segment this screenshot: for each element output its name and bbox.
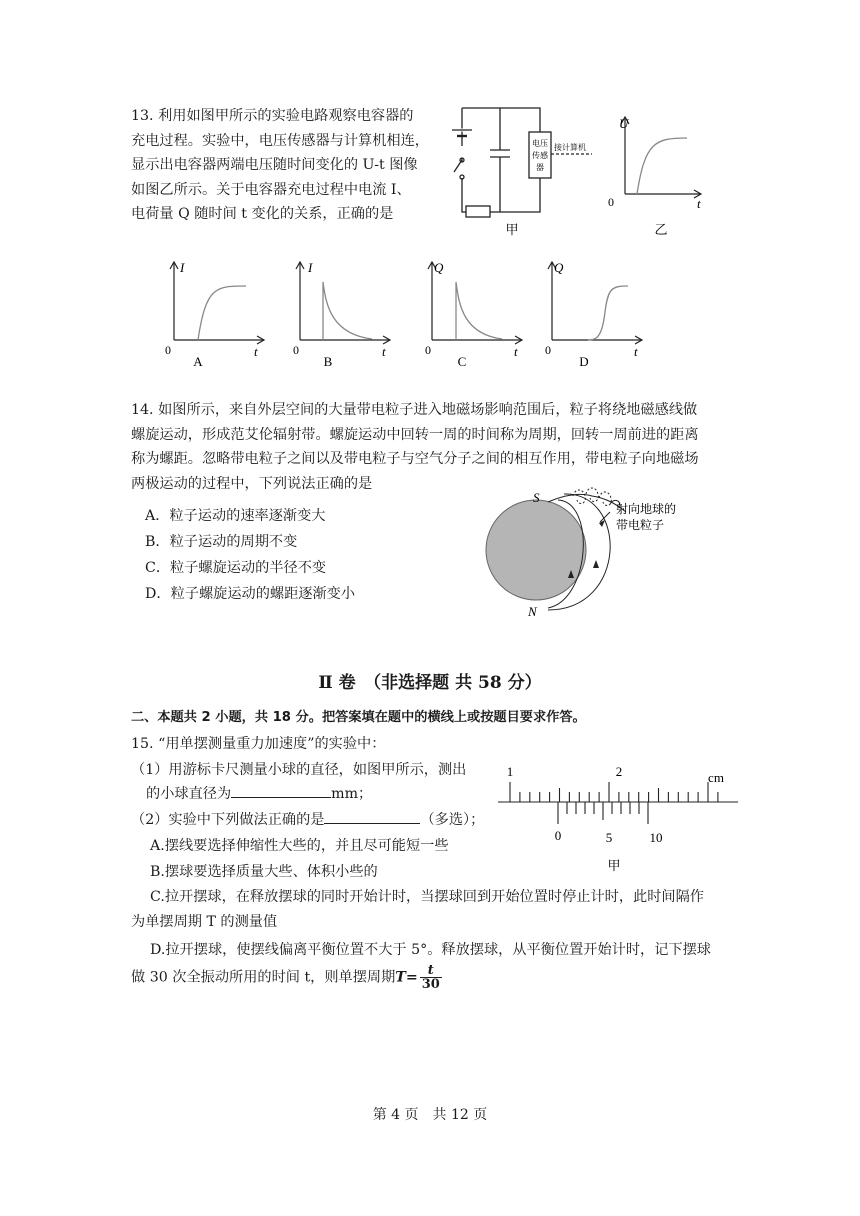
opt-d-letter: D [579, 354, 589, 369]
sensor-label-2: 传感 [532, 151, 548, 160]
formula-denominator: 30 [421, 977, 440, 992]
particle-label-2: 带电粒子 [616, 518, 665, 532]
vernier-caliper-figure [498, 758, 742, 880]
computer-label: 接计算机 [554, 143, 586, 152]
section-2-title: Ⅱ 卷 （非选择题 共 58 分） [318, 673, 542, 693]
opt-c-ylabel: Q [434, 260, 444, 275]
q15-part2-suffix: （多选）； [420, 812, 485, 828]
option-graph-c [422, 256, 532, 372]
q15-title: 15. “用单摆测量重力加速度”的实验中： [131, 736, 386, 752]
pole-s-label: S [533, 490, 540, 505]
q13-line-1: 13. 利用如图甲所示的实验电路观察电容器的 [131, 108, 414, 124]
ut-origin: 0 [608, 195, 614, 209]
main-scale-2: 2 [615, 764, 623, 779]
option-graph-a [160, 256, 270, 372]
q13-stem [131, 104, 429, 227]
opt-c-xlabel: t [514, 344, 518, 359]
ut-ylabel: U [619, 116, 629, 131]
circuit-diagram [440, 100, 610, 240]
main-scale-1: 1 [506, 764, 514, 779]
opt-d-origin: 0 [545, 343, 551, 357]
opt-b-xlabel: t [382, 344, 386, 359]
q14-line-2: 螺旋运动，形成范艾伦辐射带。螺旋运动中回转一周的时间称为周期，回转一周前进的距离 [131, 426, 699, 443]
section-2-instruction: 二、本题共 2 小题，共 18 分。把答案填在题中的横线上或按题目要求作答。 [131, 710, 586, 725]
unit-cm: cm [708, 770, 724, 785]
q15-part1-unit: mm； [331, 786, 373, 802]
formula-fraction [420, 964, 442, 991]
q14-option-d[interactable]: D．粒子螺旋运动的螺距逐渐变小 [145, 586, 356, 602]
opt-d-ylabel: Q [554, 260, 564, 275]
ut-xlabel: t [697, 196, 701, 211]
q13-line-4: 如图乙所示。关于电容器充电过程中电流 I、 [131, 181, 411, 198]
opt-a-ylabel: I [180, 260, 185, 275]
opt-d-xlabel: t [634, 344, 638, 359]
formula-t-equals: T= [395, 969, 418, 986]
option-graph-d [542, 256, 654, 372]
q14-line-3: 称为螺距。忽略带电粒子之间以及带电粒子与空气分子之间的相互作用，带电粒子向地磁场 [131, 451, 699, 467]
vernier-5: 5 [605, 830, 613, 845]
circuit-caption: 甲 [505, 222, 519, 237]
opt-b-origin: 0 [293, 343, 299, 357]
q15-option-b[interactable]: B.摆球要选择质量大些、体积小些的 [150, 864, 378, 880]
q14-line-4: 两极运动的过程中，下列说法正确的是 [131, 475, 373, 492]
vernier-10: 10 [649, 830, 663, 845]
q15-part1-line1: （1）用游标卡尺测量小球的直径，如图甲所示，测出 [131, 762, 467, 778]
q13-line-3: 显示出电容器两端电压随时间变化的 U-t 图像 [131, 157, 418, 173]
particle-label-1: 射向地球的 [616, 502, 677, 516]
sensor-label-3: 器 [536, 163, 544, 172]
q15-option-d-line2 [131, 964, 442, 991]
q14-option-c[interactable]: C．粒子螺旋运动的半径不变 [145, 560, 327, 576]
pole-n-label: N [528, 604, 537, 619]
multi-choice-answer-blank[interactable] [324, 809, 420, 824]
sensor-label-1: 电压 [532, 139, 548, 148]
q15-part1-line2 [146, 782, 372, 807]
opt-b-letter: B [323, 354, 333, 369]
option-graph-b [290, 256, 400, 372]
q15-option-d-line1[interactable]: D.拉开摆球，使摆线偏离平衡位置不大于 5°。释放摆球，从平衡位置开始计时，记下摆球 [150, 942, 711, 958]
q15-option-c-line2: 为单摆周期 T 的测量值 [131, 914, 278, 930]
q14-line-1: 14. 如图所示，来自外层空间的大量带电粒子进入地磁场影响范围后，粒子将绕地磁感线做 [131, 402, 698, 418]
opt-a-letter: A [193, 354, 203, 369]
q15-part2 [131, 808, 484, 833]
ut-caption: 乙 [654, 222, 668, 237]
page-footer: 第 4 页 共 12 页 [372, 1107, 488, 1123]
opt-a-origin: 0 [165, 343, 171, 357]
diameter-answer-blank[interactable] [231, 783, 331, 798]
q15-option-d-prefix: 做 30 次全振动所用的时间 t，则单摆周期 [131, 969, 396, 986]
opt-a-xlabel: t [254, 344, 258, 359]
earth-icon [486, 500, 586, 600]
period-formula [395, 970, 417, 986]
q15-part1-prefix: 的小球直径为 [146, 786, 232, 802]
opt-c-letter: C [457, 354, 467, 369]
q15-option-a[interactable]: A.摆线要选择伸缩性大些的，并且尽可能短一些 [150, 838, 449, 854]
opt-c-origin: 0 [425, 343, 431, 357]
ut-graph [605, 112, 705, 238]
opt-b-ylabel: I [308, 260, 313, 275]
q14-option-a[interactable]: A．粒子运动的速率逐渐变大 [145, 508, 326, 524]
q15-part2-prefix: （2）实验中下列做法正确的是 [131, 812, 325, 828]
q15-option-c-line1[interactable]: C.拉开摆球，在释放摆球的同时开始计时，当摆球回到开始位置时停止计时，此时间隔作 [150, 889, 704, 905]
q14-options [145, 505, 355, 609]
formula-numerator: t [420, 964, 442, 978]
q14-option-b[interactable]: B．粒子运动的周期不变 [145, 534, 298, 550]
q13-line-2: 充电过程。实验中，电压传感器与计算机相连， [131, 132, 429, 149]
caliper-caption: 甲 [607, 858, 621, 873]
vernier-0: 0 [554, 828, 562, 843]
radiation-belt-figure [478, 482, 700, 622]
q13-line-5: 电荷量 Q 随时间 t 变化的关系，正确的是 [131, 206, 394, 222]
